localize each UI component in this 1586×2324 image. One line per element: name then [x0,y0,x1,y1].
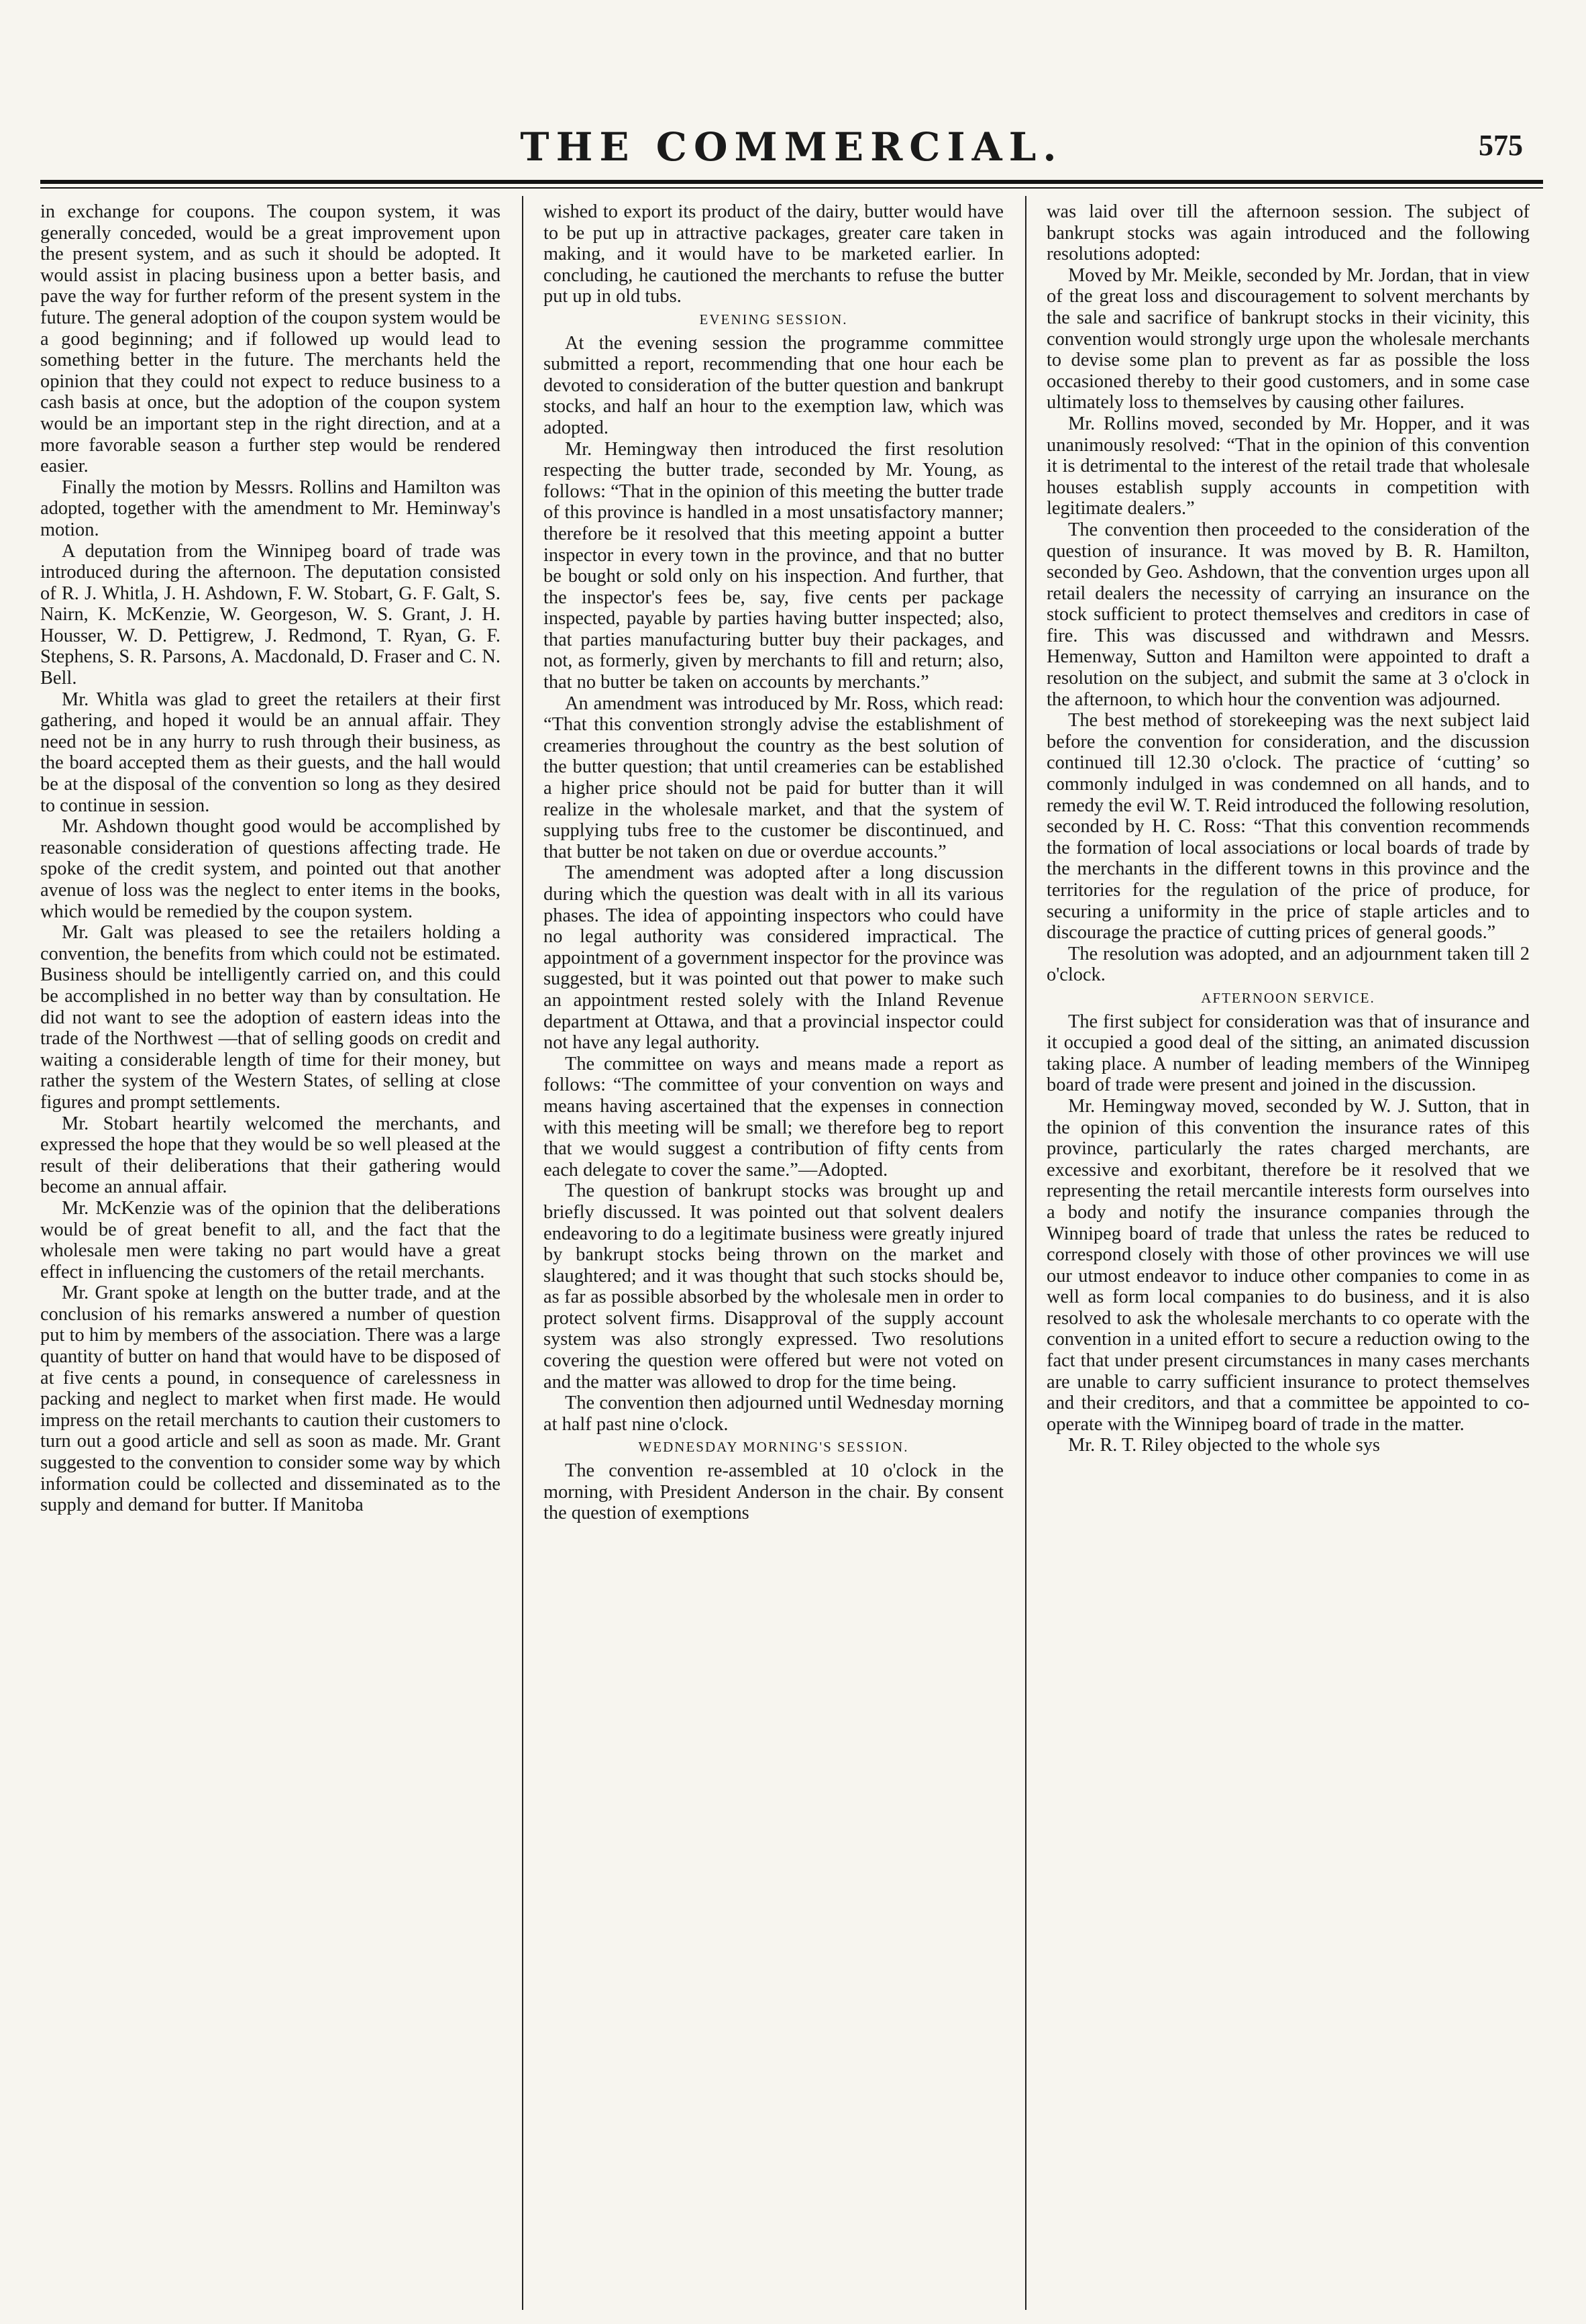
paragraph: Mr. R. T. Riley objected to the whole sys [1068,1435,1380,1456]
paragraph: Mr. Rollins moved, seconded by Mr. Hopper, and it was unanimously resolved: “That in the opinion of this convention it is detrimental to the interest of the retail trade that wholesale houses establish supply accounts in competition with legitimate dealers.” [1047,413,1530,519]
paragraph: The first subject for consideration was that of insurance and it occupied a good deal of the sitting, an animated discussion taking place. A number of leading members of the Winnipeg board of trade were present and joined in the discussion. [1047,1011,1530,1096]
paragraph: in exchange for coupons. The coupon system, it was generally conceded, would be a great improvement upon the present system, and as such it should be adopted. It would assist in placing business upon a better basis, and pave the way for further reform of the present system in the future. The general adoption of the coupon system would be a good beginning; and if followed up would lead to something better in the future. The merchants held the opinion that they could not expect to reduce business to a cash basis at once, but the adoption of the coupon system would be an important step in the right direction, and at a more favorable season a further step would be rendered easier. [40,201,500,477]
paragraph: Mr. Grant spoke at length on the butter trade, and at the conclusion of his remarks answered a number of question put to him by members of the association. There was a large quantity of butter on hand that would have to be disposed of at five cents a pound, in consequence of carelessness in packing and neglect to market when first made. He would impress on the retail merchants to caution their customers to turn out a good article and sell as soon as made. Mr. Grant suggested to the convention to consider some way by which information could be collected and disseminated as to the supply and demand for butter. If Manitoba [40,1282,500,1516]
paragraph: The best method of storekeeping was the next subject laid before the convention for consideration, and the discussion continued till 12.30 o'clock. The practice of ‘cutting’ so commonly indulged in was condemned on all hands, and to remedy the evil W. T. Reid introduced the following resolution, seconded by H. C. Ross: “That this convention recommends the formation of local associations or local boards of trade by the merchants in the different towns in this province and the territories for the regulation of the price of produce, for securing a uniformity in the price of staple articles and to discourage the practice of cutting prices of general goods.” [1047,710,1530,944]
paragraph: wished to export its product of the dairy, butter would have to be put up in attractive packages, greater care taken in making, and it would have to be marketed earlier. In concluding, he cautioned the merchants to refuse the butter put up in old tubs. [543,201,1004,307]
masthead-rule-thin [40,187,1543,189]
paragraph: At the evening session the programme committee submitted a report, recommending that one hour each be devoted to consideration of the butter question and bankrupt stocks, and half an hour to the exemption law, which was adopted. [543,332,1004,438]
paragraph: The convention then proceeded to the consideration of the question of insurance. It was moved by B. R. Hamilton, seconded by Geo. Ashdown, that the convention urges upon all retail dealers the necessity of carrying an insurance on the stock sufficient to protect themselves and creditors in case of fire. This was discussed and withdrawn and Messrs. Hemenway, Sutton and Hamilton were appointed to draft a resolution on the subject, and submit the same at 3 o'clock in the afternoon, to which hour the convention was adjourned. [1047,519,1530,710]
section-heading: AFTERNOON SERVICE. [1201,989,1375,1006]
paragraph: The convention then adjourned until Wednesday morning at half past nine o'clock. [543,1393,1004,1435]
paragraph: Mr. Whitla was glad to greet the retailers at their first gathering, and hoped it would be an annual affair. They need not be in any hurry to rush through their business, as the board accepted them as their guests, and the hall would be at the disposal of the convention so long as they desired to continue in session. [40,689,500,816]
paragraph: The resolution was adopted, and an adjournment taken till 2 o'clock. [1047,943,1530,986]
masthead-rule-thick [40,180,1543,184]
paragraph: The committee on ways and means made a report as follows: “The committee of your convention on ways and means having ascertained that the expenses in connection with this meeting will be small; we therefore beg to report that we would suggest a contribution of fifty cents from each delegate to cover the same.”—Adopted. [543,1053,1004,1180]
paragraph: Mr. McKenzie was of the opinion that the deliberations would be of great benefit to all, and the fact that the wholesale men were taking no part would have a great effect in influencing the customers of the retail merchants. [40,1197,500,1282]
column-divider [1025,196,1026,2310]
column-divider [522,196,523,2310]
paragraph: The question of bankrupt stocks was brought up and briefly discussed. It was pointed out that solvent dealers endeavoring to do a legitimate business were greatly injured by bankrupt stocks being thrown on the market and slaughtered; and it was thought that such stocks should be, as far as possible absorbed by the wholesale men in order to protect solvent firms. Disapproval of the supply account system was also strongly expressed. Two resolutions covering the question were offered but were not voted on and the matter was allowed to drop for the time being. [543,1180,1004,1393]
column-1 [40,201,500,2309]
paragraph: Mr. Ashdown thought good would be accomplished by reasonable consideration of questions affecting trade. He spoke of the credit system, and pointed out that another avenue of loss was the neglect to enter items in the books, which would be remedied by the coupon system. [40,816,500,922]
newspaper-title: THE COMMERCIAL. [520,124,1063,170]
paragraph: Mr. Stobart heartily welcomed the merchants, and expressed the hope that they would be so well pleased at the result of their deliberations that their gathering would become an annual affair. [40,1113,500,1198]
paragraph: An amendment was introduced by Mr. Ross, which read: “That this convention strongly advise the establishment of creameries throughout the country as the best solution of the butter question; that until creameries can be established a higher price should not be paid for butter than it will realize in the wholesale market, and that the system of supplying tubs free to the customer be discontinued, and that butter be not taken on due or overdue accounts.” [543,693,1004,862]
paragraph: Finally the motion by Messrs. Rollins and Hamilton was adopted, together with the amendment to Mr. Heminway's motion. [40,476,500,540]
section-heading: EVENING SESSION. [699,311,848,327]
column-2 [543,201,1004,2309]
column-3 [1047,201,1530,2309]
page-number: 575 [1479,129,1523,162]
paragraph: Mr. Hemingway moved, seconded by W. J. Sutton, that in the opinion of this convention the insurance rates of this province, particularly the rates charged merchants, are excessive and exorbitant, therefore be it resolved that we representing the retail mercantile interests form ourselves into a body and notify the insurance companies through the Winnipeg board of trade that unless the rates be reduced to correspond closely with those of other provinces we will use our utmost endeavor to induce other companies to come in as well as form local companies to do business, and it is also resolved to ask the wholesale merchants to co operate with the convention in a united effort to secure a reduction owing to the fact that under present circumstances in many cases merchants are unable to carry sufficient insurance to protect themselves and their creditors, and that a committee be appointed to co-operate with the Winnipeg board of trade in the matter. [1047,1095,1530,1435]
paragraph: The amendment was adopted after a long discussion during which the question was dealt with in all its various phases. The idea of appointing inspectors who could have no legal authority was considered impractical. The appointment of a government inspector for the province was suggested, but it was pointed out that power to make such an appointment rested solely with the Inland Revenue department at Ottawa, and that a provincial inspector could not have any legal authority. [543,862,1004,1054]
paragraph: Mr. Hemingway then introduced the first resolution respecting the butter trade, seconded by Mr. Young, as follows: “That in the opinion of this meeting the butter trade of this province is handled in a most unsatisfactory manner; therefore be it resolved that this meeting appoint a butter inspector in every town in the province, and that no butter be bought or sold only on his inspection. And further, that the inspector's fees be, say, five cents per package inspected, payable by parties having butter inspected; also, that parties manufacturing butter buy their packages, and not, as formerly, given by merchants to fill and return; also, that no butter be taken on accounts by merchants.” [543,438,1004,693]
paragraph: A deputation from the Winnipeg board of trade was introduced during the afternoon. The deputation consisted of R. J. Whitla, J. H. Ashdown, F. W. Stobart, G. F. Galt, S. Nairn, K. McKenzie, W. Georgeson, W. S. Grant, J. H. Housser, W. D. Pettigrew, J. Redmond, T. Ryan, G. F. Stephens, S. R. Parsons, A. Macdonald, D. Fraser and C. N. Bell. [40,540,500,689]
paragraph: Mr. Galt was pleased to see the retailers holding a convention, the benefits from which could not be estimated. Business should be intelligently carried on, and this could be accomplished in no better way than by consultation. He did not want to see the adoption of eastern ideas into the trade of the Northwest —that of selling goods on credit and waiting a considerable length of time for their money, but rather the system of the Western States, of selling at close figures and prompt settlements. [40,922,500,1113]
section-heading: WEDNESDAY MORNING'S SESSION. [638,1439,909,1456]
paragraph: Moved by Mr. Meikle, seconded by Mr. Jordan, that in view of the great loss and discouragement to solvent merchants by the sale and sacrifice of bankrupt stocks in their vicinity, this convention would strongly urge upon the wholesale merchants to devise some plan to prevent as far as possible the loss occasioned thereby to their good customers, and in some case ultimately loss to themselves by causing other failures. [1047,264,1530,413]
paragraph: was laid over till the afternoon session. The subject of bankrupt stocks was again introduced and the following resolutions adopted: [1047,201,1530,265]
paragraph: The convention re-assembled at 10 o'clock in the morning, with President Anderson in the chair. By consent the question of exemptions [543,1460,1004,1524]
